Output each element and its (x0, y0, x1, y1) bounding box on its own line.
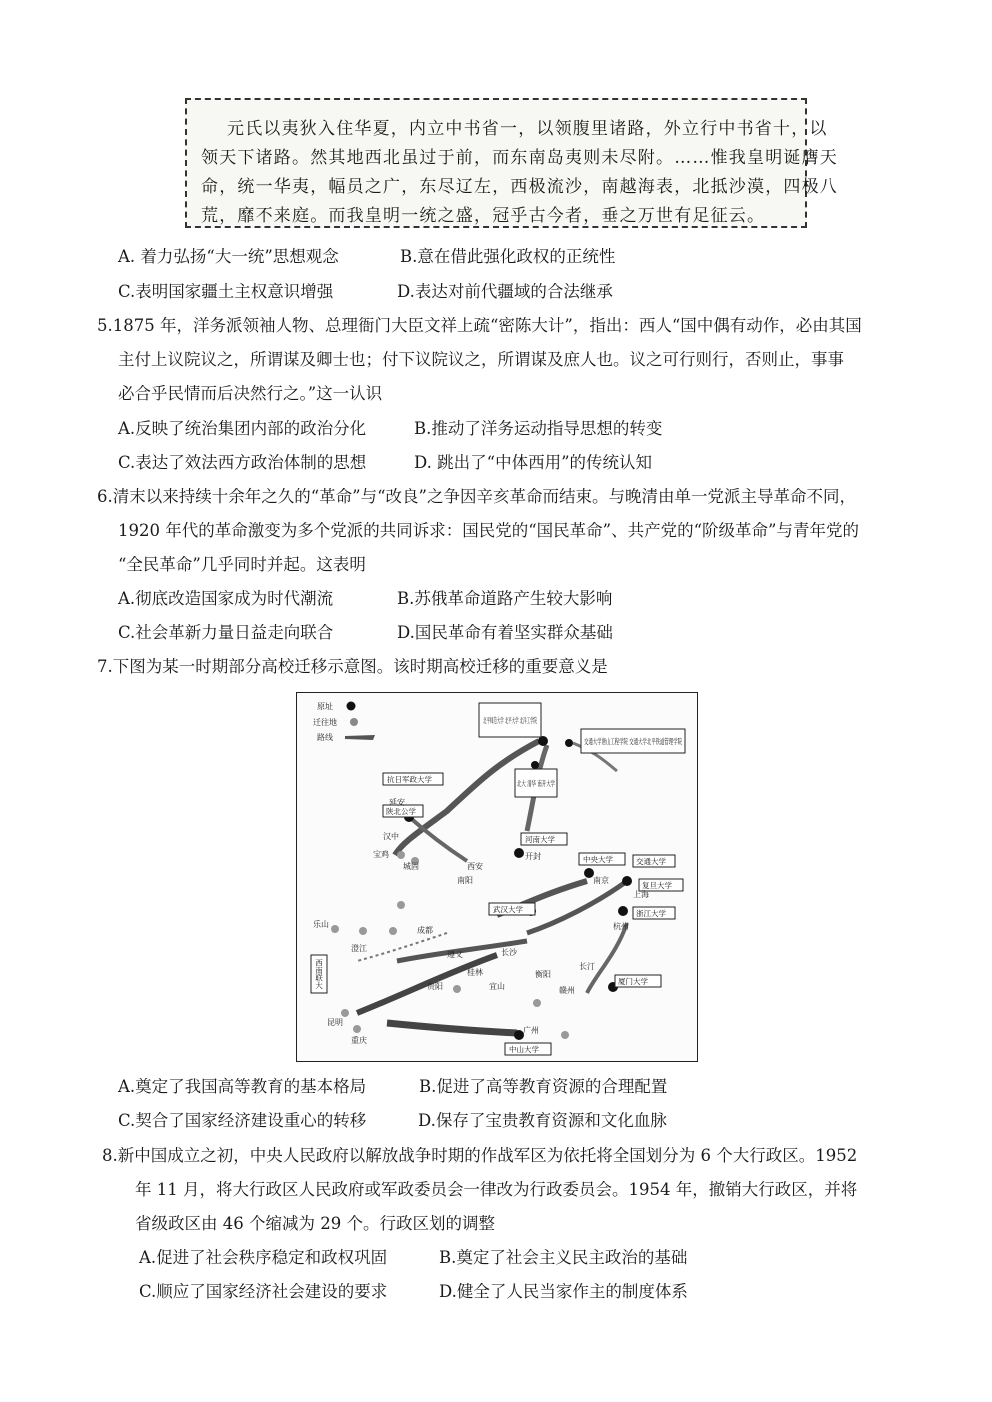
q5-stem-line: 5.1875 年，洋务派领袖人物、总理衙门大臣文祥上疏“密陈大计”，指出：西人“国中偶有动作，必由其国 (97, 316, 862, 335)
place-label: 开封 (525, 852, 541, 861)
destination-dot (397, 851, 405, 859)
legend-route-marker (345, 735, 375, 740)
q4-option-b[interactable]: B.意在借此强化政权的正统性 (400, 247, 616, 266)
q8-option-d[interactable]: D.健全了人民当家作主的制度体系 (439, 1282, 688, 1301)
q6-option-c[interactable]: C.社会革新力量日益走向联合 (118, 623, 334, 642)
origin-shanghai (622, 876, 632, 886)
q6-option-b[interactable]: B.苏俄革命道路产生较大影响 (397, 589, 613, 608)
place-label: 上海 (633, 890, 649, 899)
place-label: 南阳 (457, 876, 473, 885)
univ-label: 河南大学 (525, 835, 555, 844)
univ-label: 中央大学 (583, 855, 613, 864)
univ-label: 武汉大学 (493, 905, 523, 914)
q8-stem-line: 年 11 月，将大行政区人民政府或军政委员会一律改为行政委员会。1954 年，撤销大行政区，并将 (135, 1180, 858, 1199)
place-label: 重庆 (351, 1036, 367, 1045)
place-label: 汉中 (383, 832, 399, 841)
place-label: 衡阳 (535, 970, 551, 979)
q5-option-a[interactable]: A.反映了统治集团内部的政治分化 (118, 419, 367, 438)
q7-option-a[interactable]: A.奠定了我国高等教育的基本格局 (118, 1077, 367, 1096)
q8-option-b[interactable]: B.奠定了社会主义民主政治的基础 (439, 1248, 688, 1267)
place-label: 贵阳 (427, 982, 443, 991)
q7-stem: 7.下图为某一时期部分高校迁移示意图。该时期高校迁移的重要意义是 (97, 657, 608, 676)
q6-stem-line: “全民革命”几乎同时并起。这表明 (118, 555, 366, 574)
destination-dot (533, 999, 541, 1007)
place-label: 宝鸡 (373, 850, 389, 859)
destination-dot (397, 901, 405, 909)
q4-option-d[interactable]: D.表达对前代疆域的合法继承 (397, 282, 613, 301)
quote-box (185, 98, 838, 228)
destination-dot (453, 985, 461, 993)
route-beiping-xian (395, 741, 539, 855)
q5-stem-line: 主付上议院议之，所谓谋及卿士也；付下议院议之，所谓谋及庶人也。议之可行则行，否则止，事事 (118, 350, 844, 369)
legend-destination-marker (350, 718, 358, 726)
univ-label: 交通大学唐山工程学院 交通大学北平铁道管理学院 (584, 737, 752, 746)
place-label: 宜山 (489, 982, 505, 991)
place-label: 遵义 (447, 950, 463, 959)
origin-hangzhou (618, 906, 628, 916)
place-label: 乐山 (313, 920, 329, 929)
legend-destination-label: 迁往地 (313, 718, 337, 727)
place-label: 澄江 (351, 944, 367, 953)
q7-option-c[interactable]: C.契合了国家经济建设重心的转移 (118, 1111, 367, 1130)
univ-label: 厦门大学 (618, 977, 648, 986)
origin-north (531, 761, 539, 769)
origin-tianjin (565, 739, 573, 747)
univ-label: 交通大学 (636, 857, 666, 866)
university-migration-map (296, 692, 752, 1062)
destination-dot (359, 927, 367, 935)
legend-route-label: 路线 (317, 733, 333, 742)
place-label: 西安 (467, 862, 483, 871)
univ-label: 北平师范大学 北平大学 北洋工学院 (483, 716, 601, 725)
place-label: 杭州 (613, 922, 629, 931)
q8-stem-line: 8.新中国成立之初，中央人民政府以解放战争时期的作战军区为依托将全国划分为 6 个大行政区。1952 (102, 1146, 858, 1165)
destination-dot (341, 1009, 349, 1017)
univ-label: 陕北公学 (386, 807, 416, 816)
place-label: 延安 (389, 798, 405, 807)
q6-option-d[interactable]: D.国民革命有着坚实群众基础 (397, 623, 613, 642)
univ-label: 复旦大学 (642, 881, 672, 890)
origin-kaifeng (514, 848, 524, 858)
q5-option-b[interactable]: B.推动了洋务运动指导思想的转变 (414, 419, 663, 438)
place-label: 广州 (523, 1026, 539, 1035)
destination-dot (331, 925, 339, 933)
place-label: 南京 (593, 876, 609, 885)
destination-dot (561, 1031, 569, 1039)
place-label: 成都 (417, 926, 433, 935)
route-shanghai-west (527, 881, 627, 933)
q6-option-a[interactable]: A.彻底改造国家成为时代潮流 (118, 589, 334, 608)
place-label: 长沙 (501, 948, 517, 957)
quote-line: 命，统一华夷，幅员之广，东尽辽左，西极流沙，南越海表，北抵沙漠，四极八 (201, 177, 838, 197)
legend-origin-marker (347, 702, 356, 711)
quote-line: 领天下诸路。然其地西北虽过于前，而东南岛夷则未尽附。……惟我皇明诞膺天 (201, 148, 838, 168)
univ-label: 抗日军政大学 (387, 775, 432, 784)
place-label: 城固 (403, 862, 419, 871)
univ-label: 西南联大 (314, 959, 324, 989)
univ-label: 北大 清华 南开大学 (517, 779, 582, 788)
legend-origin-label: 原址 (317, 702, 333, 711)
q8-option-a[interactable]: A.促进了社会秩序稳定和政权巩固 (139, 1248, 388, 1267)
univ-label: 浙江大学 (636, 909, 666, 918)
q4-option-a[interactable]: A. 着力弘扬“大一统”思想观念 (118, 247, 339, 266)
q6-stem-line: 6.清末以来持续十余年之久的“革命”与“改良”之争因辛亥革命而结束。与晚清由单一党派主导革命不同， (97, 487, 856, 506)
q7-option-d[interactable]: D.保存了宝贵教育资源和文化血脉 (418, 1111, 667, 1130)
place-label: 昆明 (327, 1018, 343, 1027)
place-label: 桂林 (467, 968, 483, 977)
q5-option-c[interactable]: C.表达了效法西方政治体制的思想 (118, 453, 367, 472)
quote-line: 元氏以夷狄入住华夏，内立中书省一，以领腹里诸路，外立行中书省十，以 (227, 119, 828, 139)
q5-stem-line: 必合乎民情而后决然行之。”这一认识 (118, 384, 383, 403)
q6-stem-line: 1920 年代的革命激变为多个党派的共同诉求：国民党的“国民革命”、共产党的“阶级革命”与青年党的 (118, 521, 859, 540)
place-label: 赣州 (559, 986, 575, 995)
q7-option-b[interactable]: B.促进了高等教育资源的合理配置 (419, 1077, 668, 1096)
destination-dot (389, 927, 397, 935)
place-label: 长汀 (579, 962, 595, 971)
q8-option-c[interactable]: C.顺应了国家经济社会建设的要求 (139, 1282, 388, 1301)
route-guangzhou-west (387, 1023, 517, 1033)
quote-line: 荒，靡不来庭。而我皇明一统之盛，冠乎古今者，垂之万世有足征云。 (201, 206, 766, 226)
destination-dot (353, 1025, 361, 1033)
q8-stem-line: 省级政区由 46 个缩减为 29 个。行政区划的调整 (135, 1214, 495, 1233)
q4-option-c[interactable]: C.表明国家疆土主权意识增强 (118, 282, 334, 301)
univ-label: 中山大学 (509, 1045, 539, 1054)
q5-option-d[interactable]: D. 跳出了“中体西用”的传统认知 (414, 453, 653, 472)
